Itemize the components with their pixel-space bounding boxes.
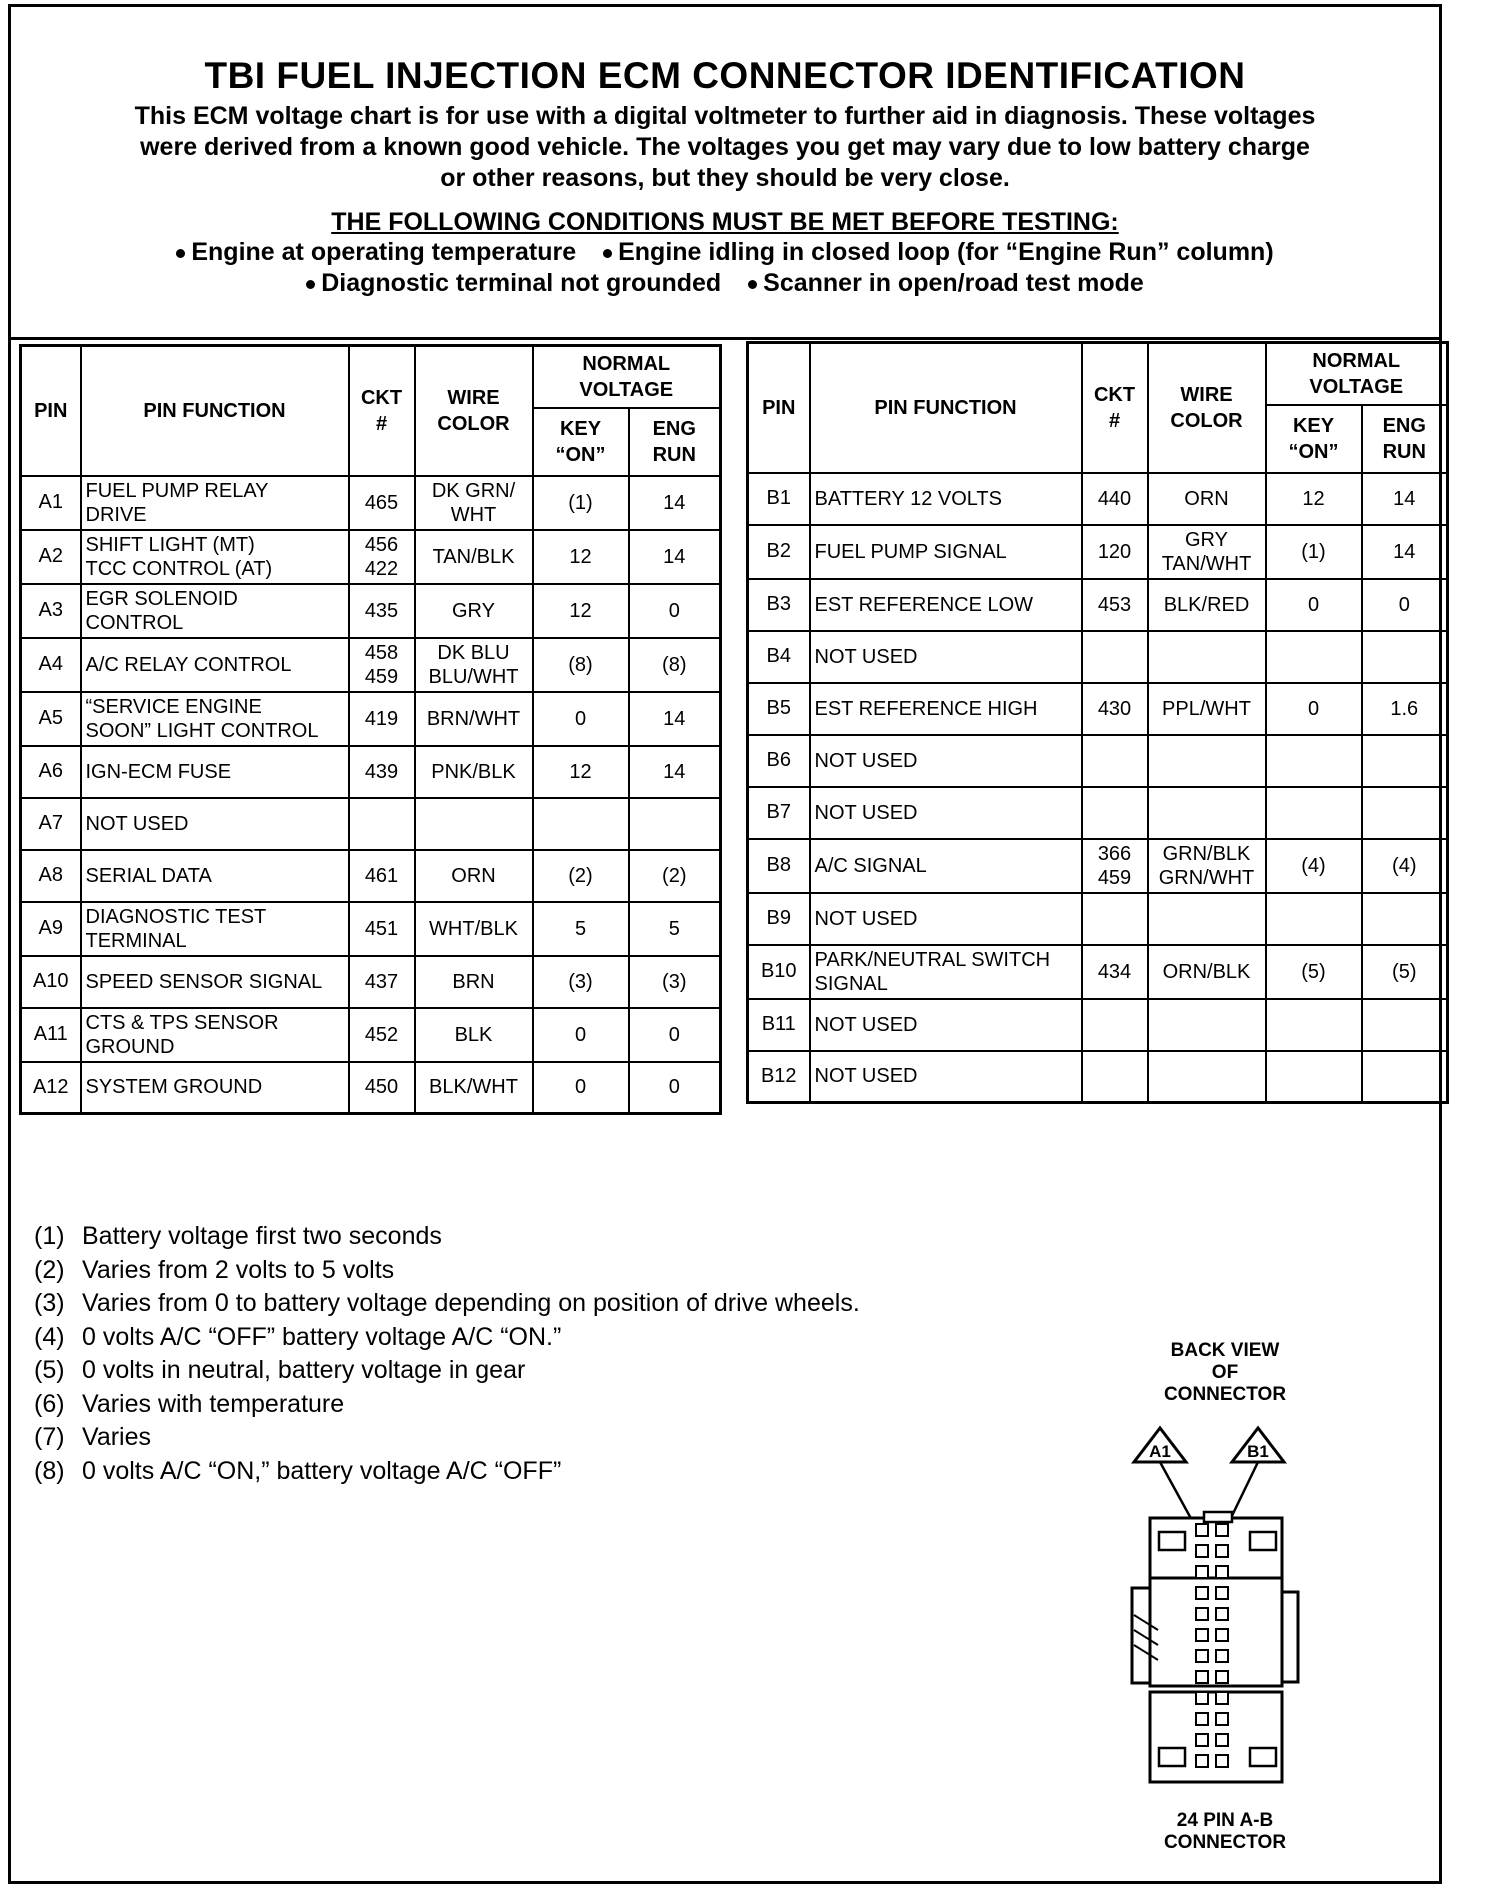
footnote-text: Varies with temperature xyxy=(82,1389,345,1418)
intro-line: This ECM voltage chart is for use with a digital voltmeter to further aid in diagnosis. These voltages xyxy=(134,102,1316,130)
pin-a1-marker xyxy=(1134,1428,1194,1524)
ckt-cell xyxy=(1082,999,1148,1051)
condition-text: Engine idling in closed loop (for “Engine Run” column) xyxy=(618,238,1274,266)
wire-color-cell: GRN/BLK GRN/WHT xyxy=(1148,839,1266,893)
ckt-cell: 450 xyxy=(349,1062,415,1114)
ckt-cell: 435 xyxy=(349,584,415,638)
pin-function-cell: FUEL PUMP RELAY DRIVE xyxy=(81,476,349,530)
condition-text: Diagnostic terminal not grounded xyxy=(321,269,722,297)
key-on-cell xyxy=(1266,893,1362,945)
pin-cell: A6 xyxy=(21,746,81,798)
pin-function-cell: “SERVICE ENGINE SOON” LIGHT CONTROL xyxy=(81,692,349,746)
key-on-cell: (8) xyxy=(533,638,629,692)
table-row xyxy=(748,787,1448,839)
key-on-cell xyxy=(533,798,629,850)
eng-run-cell: (4) xyxy=(1362,839,1448,893)
wire-color-cell: TAN/BLK xyxy=(415,530,533,584)
ckt-cell xyxy=(1082,1051,1148,1103)
bullet-icon xyxy=(176,249,185,258)
pin-cell: A12 xyxy=(21,1062,81,1114)
connector-caption: 24 PIN A-B CONNECTOR xyxy=(1163,1810,1287,1853)
eng-run-cell: 14 xyxy=(629,530,721,584)
table-row xyxy=(21,530,721,584)
header-eng-run: ENG RUN xyxy=(629,408,721,476)
pin-function-cell: NOT USED xyxy=(810,631,1082,683)
footnote-text: Varies from 0 to battery voltage depending on position of drive wheels. xyxy=(82,1289,860,1317)
wire-color-cell: ORN xyxy=(415,850,533,902)
key-on-cell: 12 xyxy=(533,530,629,584)
eng-run-cell: 5 xyxy=(629,902,721,956)
eng-run-cell: 0 xyxy=(629,584,721,638)
condition-item xyxy=(306,268,721,299)
wire-color-cell xyxy=(1148,1051,1266,1103)
wire-color-cell: BLK xyxy=(415,1008,533,1062)
pin-cell: A2 xyxy=(21,530,81,584)
key-on-cell xyxy=(1266,631,1362,683)
pin-function-cell: SERIAL DATA xyxy=(81,850,349,902)
key-on-cell xyxy=(1266,1051,1362,1103)
pin-cell: B5 xyxy=(748,683,810,735)
pin-function-cell: NOT USED xyxy=(810,999,1082,1051)
ckt-cell xyxy=(1082,893,1148,945)
intro-line: were derived from a known good vehicle. The voltages you get may vary due to low battery charge xyxy=(140,133,1310,161)
condition-text: Engine at operating temperature xyxy=(191,238,577,266)
eng-run-cell: 14 xyxy=(1362,525,1448,579)
footnote-number: (7) xyxy=(34,1423,65,1451)
ckt-cell: 439 xyxy=(349,746,415,798)
key-on-cell: 0 xyxy=(1266,579,1362,631)
pin-b1-marker xyxy=(1228,1428,1284,1524)
wire-color-cell: DK BLU BLU/WHT xyxy=(415,638,533,692)
footnote xyxy=(34,1321,860,1355)
connector-drawing xyxy=(1110,1340,1340,1860)
key-on-cell: (4) xyxy=(1266,839,1362,893)
wire-color-cell: PNK/BLK xyxy=(415,746,533,798)
table-row xyxy=(748,683,1448,735)
ckt-cell: 453 xyxy=(1082,579,1148,631)
header-key-on: KEY “ON” xyxy=(533,408,629,476)
ckt-cell: 451 xyxy=(349,902,415,956)
header-ckt: CKT # xyxy=(349,346,415,476)
wire-color-cell xyxy=(1148,893,1266,945)
footnote-text: 0 volts A/C “OFF” battery voltage A/C “ON.” xyxy=(82,1322,562,1351)
pin-function-cell: DIAGNOSTIC TEST TERMINAL xyxy=(81,902,349,956)
footnote-number: (1) xyxy=(34,1222,65,1250)
header-key-on: KEY “ON” xyxy=(1266,405,1362,473)
conditions-row xyxy=(11,237,1439,268)
footnote-text: Varies xyxy=(82,1423,152,1451)
table-row xyxy=(748,999,1448,1051)
footnote-number: (3) xyxy=(34,1289,65,1317)
pin-cell: A10 xyxy=(21,956,81,1008)
wire-color-cell xyxy=(1148,787,1266,839)
table-row xyxy=(748,525,1448,579)
pin-cell: B3 xyxy=(748,579,810,631)
pin-cell: B7 xyxy=(748,787,810,839)
eng-run-cell: (8) xyxy=(629,638,721,692)
pin-function-cell: A/C SIGNAL xyxy=(810,839,1082,893)
pin-cell: A9 xyxy=(21,902,81,956)
conditions-heading: THE FOLLOWING CONDITIONS MUST BE MET BEFORE TESTING: xyxy=(331,208,1119,236)
ckt-cell: 120 xyxy=(1082,525,1148,579)
wire-color-cell: PPL/WHT xyxy=(1148,683,1266,735)
header-pin-function: PIN FUNCTION xyxy=(810,343,1082,473)
pin-a1-label: A1 xyxy=(1149,1442,1171,1461)
table-row xyxy=(21,902,721,956)
eng-run-cell: (3) xyxy=(629,956,721,1008)
pin-cell: B1 xyxy=(748,473,810,525)
footnote xyxy=(34,1220,860,1254)
ckt-cell: 430 xyxy=(1082,683,1148,735)
ckt-cell: 465 xyxy=(349,476,415,530)
back-view-label: BACK VIEW OF CONNECTOR xyxy=(1163,1340,1287,1405)
key-on-cell: (1) xyxy=(533,476,629,530)
table-row xyxy=(21,692,721,746)
key-on-cell: 0 xyxy=(533,1062,629,1114)
eng-run-cell xyxy=(1362,1051,1448,1103)
table-row xyxy=(748,579,1448,631)
header-wire-color: WIRE COLOR xyxy=(415,346,533,476)
pin-function-cell: NOT USED xyxy=(810,787,1082,839)
table-row xyxy=(21,746,721,798)
header-normal-voltage: NORMAL VOLTAGE xyxy=(1266,343,1448,405)
pin-cell: B10 xyxy=(748,945,810,999)
table-row xyxy=(21,476,721,530)
pin-function-cell: FUEL PUMP SIGNAL xyxy=(810,525,1082,579)
eng-run-cell xyxy=(1362,735,1448,787)
table-row xyxy=(21,798,721,850)
pin-function-cell: PARK/NEUTRAL SWITCH SIGNAL xyxy=(810,945,1082,999)
table-b-body xyxy=(748,473,1448,1103)
table-row xyxy=(21,956,721,1008)
pin-function-cell: NOT USED xyxy=(810,1051,1082,1103)
key-on-cell: 0 xyxy=(533,692,629,746)
pin-cell: A11 xyxy=(21,1008,81,1062)
pin-cell: A1 xyxy=(21,476,81,530)
eng-run-cell: 0 xyxy=(629,1062,721,1114)
eng-run-cell xyxy=(1362,893,1448,945)
key-on-cell xyxy=(1266,787,1362,839)
bullet-icon xyxy=(748,280,757,289)
wire-color-cell: BLK/WHT xyxy=(415,1062,533,1114)
condition-item xyxy=(176,237,576,268)
ckt-cell xyxy=(349,798,415,850)
eng-run-cell: 14 xyxy=(629,746,721,798)
pin-function-cell: SPEED SENSOR SIGNAL xyxy=(81,956,349,1008)
eng-run-cell: 1.6 xyxy=(1362,683,1448,735)
bullet-icon xyxy=(306,280,315,289)
table-row xyxy=(748,473,1448,525)
pin-cell: A5 xyxy=(21,692,81,746)
eng-run-cell xyxy=(1362,999,1448,1051)
table-row xyxy=(21,1008,721,1062)
key-on-cell: 12 xyxy=(533,584,629,638)
table-a-body xyxy=(21,476,721,1114)
pin-cell: A8 xyxy=(21,850,81,902)
header-pin: PIN xyxy=(21,346,81,476)
table-row xyxy=(21,1062,721,1114)
condition-item xyxy=(603,237,1274,268)
wire-color-cell xyxy=(415,798,533,850)
pin-function-cell: EGR SOLENOID CONTROL xyxy=(81,584,349,638)
pin-function-cell: SHIFT LIGHT (MT) TCC CONTROL (AT) xyxy=(81,530,349,584)
eng-run-cell: 14 xyxy=(629,692,721,746)
ckt-cell: 461 xyxy=(349,850,415,902)
key-on-cell: 0 xyxy=(1266,683,1362,735)
intro-paragraph xyxy=(85,101,1365,194)
key-on-cell: (2) xyxy=(533,850,629,902)
footnote-text: 0 volts A/C “ON,” battery voltage A/C “OFF” xyxy=(82,1456,562,1485)
pin-cell: B12 xyxy=(748,1051,810,1103)
eng-run-cell: 0 xyxy=(1362,579,1448,631)
ckt-cell: 437 xyxy=(349,956,415,1008)
header-eng-run: ENG RUN xyxy=(1362,405,1448,473)
ckt-cell xyxy=(1082,787,1148,839)
key-on-cell: 5 xyxy=(533,902,629,956)
footnote-number: (5) xyxy=(34,1356,65,1384)
pin-function-cell: NOT USED xyxy=(81,798,349,850)
bullet-icon xyxy=(603,249,612,258)
wire-color-cell xyxy=(1148,631,1266,683)
key-on-cell: (5) xyxy=(1266,945,1362,999)
footnote xyxy=(34,1388,860,1422)
pin-table-a xyxy=(19,344,722,1115)
pin-function-cell: NOT USED xyxy=(810,735,1082,787)
ckt-cell: 366 459 xyxy=(1082,839,1148,893)
pin-cell: B4 xyxy=(748,631,810,683)
footnote-number: (6) xyxy=(34,1389,65,1418)
key-on-cell: 12 xyxy=(533,746,629,798)
key-on-cell: (3) xyxy=(533,956,629,1008)
table-row xyxy=(748,1051,1448,1103)
footnote-text: 0 volts in neutral, battery voltage in gear xyxy=(82,1356,526,1384)
key-on-cell xyxy=(1266,735,1362,787)
footnote-number: (2) xyxy=(34,1255,65,1284)
pin-function-cell: IGN-ECM FUSE xyxy=(81,746,349,798)
pin-b1-label: B1 xyxy=(1247,1442,1269,1461)
header-section xyxy=(11,7,1439,340)
ckt-cell xyxy=(1082,735,1148,787)
table-row xyxy=(748,839,1448,893)
pin-cell: B6 xyxy=(748,735,810,787)
eng-run-cell: 14 xyxy=(629,476,721,530)
key-on-cell xyxy=(1266,999,1362,1051)
wire-color-cell: BRN/WHT xyxy=(415,692,533,746)
eng-run-cell xyxy=(1362,631,1448,683)
header-normal-voltage: NORMAL VOLTAGE xyxy=(533,346,721,408)
header-pin-function: PIN FUNCTION xyxy=(81,346,349,476)
eng-run-cell: (2) xyxy=(629,850,721,902)
key-on-cell: (1) xyxy=(1266,525,1362,579)
eng-run-cell xyxy=(1362,787,1448,839)
footnotes xyxy=(34,1220,860,1488)
footnote xyxy=(34,1421,860,1455)
pin-function-cell: EST REFERENCE LOW xyxy=(810,579,1082,631)
key-on-cell: 12 xyxy=(1266,473,1362,525)
footnote-number: (4) xyxy=(34,1322,65,1351)
ckt-cell: 452 xyxy=(349,1008,415,1062)
footnote xyxy=(34,1455,860,1489)
pin-function-cell: SYSTEM GROUND xyxy=(81,1062,349,1114)
pin-cell: B9 xyxy=(748,893,810,945)
wire-color-cell: DK GRN/ WHT xyxy=(415,476,533,530)
pin-function-cell: NOT USED xyxy=(810,893,1082,945)
pin-table-b xyxy=(746,341,1449,1104)
table-row xyxy=(748,893,1448,945)
eng-run-cell xyxy=(629,798,721,850)
ckt-cell: 419 xyxy=(349,692,415,746)
pin-cell: B8 xyxy=(748,839,810,893)
eng-run-cell: 14 xyxy=(1362,473,1448,525)
footnote xyxy=(34,1254,860,1288)
page-title: TBI FUEL INJECTION ECM CONNECTOR IDENTIFICATION xyxy=(204,55,1246,96)
footnote-text: Battery voltage first two seconds xyxy=(82,1222,442,1250)
footnote xyxy=(34,1354,860,1388)
pin-function-cell: BATTERY 12 VOLTS xyxy=(810,473,1082,525)
footnote-number: (8) xyxy=(34,1456,65,1485)
eng-run-cell: 0 xyxy=(629,1008,721,1062)
wire-color-cell: WHT/BLK xyxy=(415,902,533,956)
wire-color-cell: ORN xyxy=(1148,473,1266,525)
wire-color-cell xyxy=(1148,999,1266,1051)
header-pin: PIN xyxy=(748,343,810,473)
wire-color-cell: BRN xyxy=(415,956,533,1008)
header-ckt: CKT # xyxy=(1082,343,1148,473)
table-row xyxy=(748,735,1448,787)
intro-line: or other reasons, but they should be very close. xyxy=(440,164,1010,192)
footnote-text: Varies from 2 volts to 5 volts xyxy=(82,1255,395,1284)
condition-item xyxy=(748,268,1144,299)
pin-function-cell: EST REFERENCE HIGH xyxy=(810,683,1082,735)
pin-cell: A3 xyxy=(21,584,81,638)
table-row xyxy=(21,638,721,692)
wire-color-cell xyxy=(1148,735,1266,787)
header-wire-color: WIRE COLOR xyxy=(1148,343,1266,473)
ckt-cell: 440 xyxy=(1082,473,1148,525)
pin-cell: B2 xyxy=(748,525,810,579)
ckt-cell: 458 459 xyxy=(349,638,415,692)
table-row xyxy=(748,631,1448,683)
table-row xyxy=(21,584,721,638)
wire-color-cell: BLK/RED xyxy=(1148,579,1266,631)
ckt-cell xyxy=(1082,631,1148,683)
pin-cell: B11 xyxy=(748,999,810,1051)
wire-color-cell: GRY TAN/WHT xyxy=(1148,525,1266,579)
connector-diagram xyxy=(1110,1340,1340,1860)
pin-cell: A4 xyxy=(21,638,81,692)
ckt-cell: 456 422 xyxy=(349,530,415,584)
conditions-row xyxy=(11,268,1439,299)
pin-function-cell: CTS & TPS SENSOR GROUND xyxy=(81,1008,349,1062)
eng-run-cell: (5) xyxy=(1362,945,1448,999)
table-row xyxy=(21,850,721,902)
condition-text: Scanner in open/road test mode xyxy=(763,269,1144,297)
wire-color-cell: ORN/BLK xyxy=(1148,945,1266,999)
key-on-cell: 0 xyxy=(533,1008,629,1062)
ckt-cell: 434 xyxy=(1082,945,1148,999)
pin-cell: A7 xyxy=(21,798,81,850)
pin-function-cell: A/C RELAY CONTROL xyxy=(81,638,349,692)
wire-color-cell: GRY xyxy=(415,584,533,638)
table-row xyxy=(748,945,1448,999)
footnote xyxy=(34,1287,860,1321)
